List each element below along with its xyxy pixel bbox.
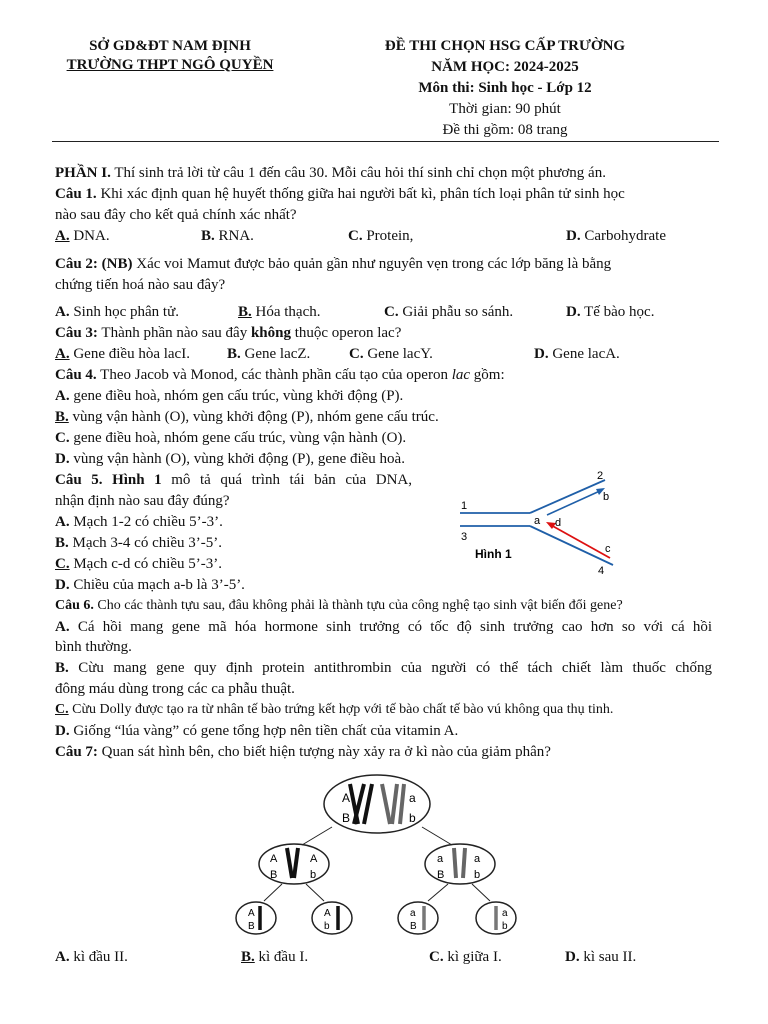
- q2-option-c: C. Giải phẫu so sánh.: [384, 304, 514, 320]
- q3-stem: Câu 3: Thành phần nào sau đây không thuộc operon lac?: [55, 325, 402, 341]
- q1-option-b: B. RNA.: [201, 228, 254, 244]
- fig1-label-3: 3: [461, 531, 468, 543]
- q3-option-c: C. Gene lacY.: [349, 346, 433, 362]
- g2-A: A: [324, 908, 331, 919]
- school-year: NĂM HỌC: 2024-2025: [431, 59, 579, 75]
- g4-b: b: [502, 921, 508, 932]
- q4-option-d: D. vùng vận hành (O), vùng khởi động (P), gene điều hoà.: [55, 451, 405, 467]
- strand-4: [530, 526, 613, 565]
- q7-option-a: A. kì đầu II.: [55, 949, 128, 965]
- q1-stem: Câu 1. Khi xác định quan hệ huyết thống giữa hai người bất kì, phân tích loại phân tử sinh học: [55, 186, 625, 202]
- q2-option-a: A. Sinh học phân tử.: [55, 304, 179, 320]
- q6-option-b: B. Cừu mang gene quy định protein antithrombin của người có thể tách chiết làm thuốc chống: [55, 660, 712, 676]
- strand-2: [530, 480, 605, 513]
- q2-stem: Câu 2: (NB) Xác voi Mamut được bảo quản gần như nguyên vẹn trong các lớp băng là bằng: [55, 256, 612, 272]
- q4-option-b: B. vùng vận hành (O), vùng khởi động (P), nhóm gene cấu trúc.: [55, 409, 439, 425]
- q4-option-c: C. gene điều hoà, nhóm gene cấu trúc, vùng vận hành (O).: [55, 430, 407, 446]
- q2-option-b: B. Hóa thạch.: [238, 304, 321, 320]
- mid-left-b: b: [310, 869, 317, 881]
- q6-option-a-cont: bình thường.: [55, 639, 132, 655]
- fig1-label-b: b: [603, 491, 610, 503]
- strand-c-d: [549, 524, 610, 558]
- fig1-label-1: 1: [461, 500, 468, 512]
- fig1-label-d: d: [555, 517, 562, 529]
- q6-option-d: D. Giống “lúa vàng” có gene tổng hợp nên tiền chất của vitamin A.: [55, 723, 459, 739]
- fig1-caption: Hình 1: [475, 547, 512, 561]
- q7-option-b: B. kì đầu I.: [241, 949, 309, 965]
- subject: Môn thi: Sinh học - Lớp 12: [418, 80, 592, 96]
- g3-B: B: [410, 921, 417, 932]
- q1-option-a: A. DNA.: [55, 228, 110, 244]
- q1-option-c: C. Protein,: [348, 228, 414, 244]
- fig1-label-2: 2: [597, 470, 604, 482]
- q5-option-c: C. Mạch c-d có chiều 5’-3’.: [55, 556, 223, 572]
- q1-stem-cont: nào sau đây cho kết quả chính xác nhất?: [55, 207, 297, 223]
- q5-option-a: A. Mạch 1-2 có chiều 5’-3’.: [55, 514, 223, 530]
- gamete-1: [236, 902, 276, 934]
- q2-stem-cont: chứng tiến hoá nào sau đây?: [55, 277, 226, 293]
- parent-chromosomes-light: [382, 784, 404, 824]
- part1-instruction: PHẦN I. Thí sinh trả lời từ câu 1 đến câu 30. Mỗi câu hỏi thí sinh chỉ chọn một phương án.: [55, 165, 606, 181]
- arrow-left-1: [302, 827, 332, 845]
- allele-b: b: [409, 811, 416, 825]
- g4-a: a: [502, 908, 508, 919]
- q7-option-c: C. kì giữa I.: [429, 949, 502, 965]
- g2-b: b: [324, 921, 330, 932]
- header-divider: [52, 141, 719, 142]
- q6-stem: Câu 6. Cho các thành tựu sau, đâu không phải là thành tựu của công nghệ tạo sinh vật biến đổi gene?: [55, 598, 623, 613]
- gamete-2: [312, 902, 352, 934]
- q5-option-b: B. Mạch 3-4 có chiều 3’-5’.: [55, 535, 223, 551]
- q4-stem: Câu 4. Theo Jacob và Monod, các thành phần cấu tạo của operon lac gồm:: [55, 367, 505, 383]
- fig1-label-4: 4: [598, 565, 605, 577]
- q6-option-b-cont: đông máu dùng trong các ca phẫu thuật.: [55, 681, 295, 697]
- allele-B: B: [342, 811, 351, 825]
- mid-left-A2: A: [310, 853, 318, 865]
- mid-right-B: B: [437, 869, 445, 881]
- allele-a: a: [409, 791, 416, 805]
- mid-left-A: A: [270, 853, 278, 865]
- daughter-cell-right: [425, 844, 495, 884]
- arrow-right-1: [422, 827, 452, 845]
- header-department: SỞ GD&ĐT NAM ĐỊNH: [89, 38, 251, 54]
- q2-option-d: D. Tế bào học.: [566, 304, 655, 320]
- q5-option-d: D. Chiều của mạch a-b là 3’-5’.: [55, 577, 245, 593]
- mid-right-b: b: [474, 869, 481, 881]
- allele-A: A: [342, 791, 351, 805]
- q5-stem: Câu 5. Hình 1 mô tả quá trình tái bản của DNA,: [55, 472, 412, 488]
- q7-stem: Câu 7: Quan sát hình bên, cho biết hiện tượng này xảy ra ở kì nào của giảm phân?: [55, 744, 551, 760]
- q6-option-a: A. Cá hồi mang gene mã hóa hormone sinh trưởng có tốc độ sinh trưởng cao hơn so với cá hồi: [55, 619, 712, 635]
- mid-right-a2: a: [474, 853, 481, 865]
- fig1-label-c: c: [605, 543, 611, 555]
- g1-A: A: [248, 908, 255, 919]
- q6-option-c: C. Cừu Dolly được tạo ra từ nhân tế bào trứng kết hợp với tế bào chất tế bào vú không qua thụ tinh.: [55, 702, 614, 717]
- q1-option-d: D. Carbohydrate: [566, 228, 666, 244]
- exam-title: ĐỀ THI CHỌN HSG CẤP TRƯỜNG: [384, 38, 626, 54]
- q3-option-a: A. Gene điều hòa lacI.: [55, 346, 190, 362]
- q5-stem-cont: nhận định nào sau đây đúng?: [55, 493, 230, 509]
- q3-option-b: B. Gene lacZ.: [227, 346, 311, 362]
- q3-option-d: D. Gene lacA.: [534, 346, 620, 362]
- figure-meiosis: [232, 772, 532, 942]
- header-school: TRƯỜNG THPT NGÔ QUYỀN: [66, 57, 274, 73]
- g3-a: a: [410, 908, 416, 919]
- q4-option-a: A. gene điều hoà, nhóm gen cấu trúc, vùng khởi động (P).: [55, 388, 404, 404]
- g1-B: B: [248, 921, 255, 932]
- gamete-3: [398, 902, 438, 934]
- q7-option-d: D. kì sau II.: [565, 949, 637, 965]
- figure-replication-fork: [450, 466, 630, 578]
- fig1-label-a: a: [534, 515, 541, 527]
- parent-chromosomes: [350, 784, 372, 824]
- mid-left-B: B: [270, 869, 278, 881]
- page-count: Đề thi gồm: 08 trang: [442, 122, 568, 138]
- exam-duration: Thời gian: 90 phút: [449, 101, 561, 117]
- mid-right-a: a: [437, 853, 444, 865]
